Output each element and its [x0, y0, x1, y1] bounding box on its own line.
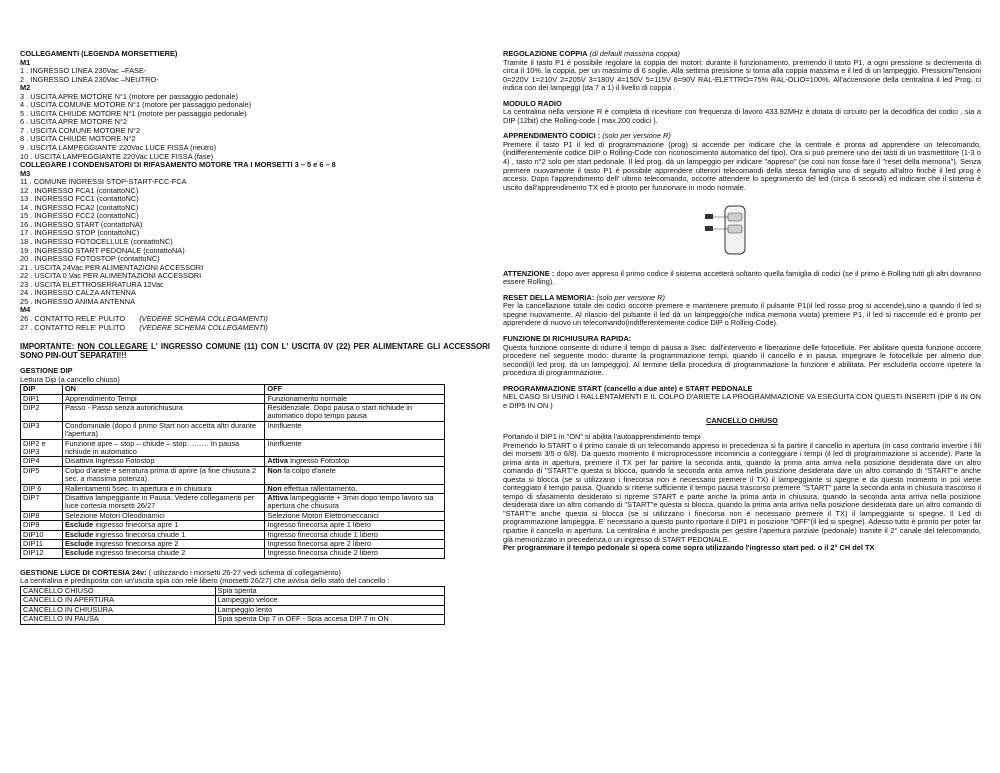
dip-row	[21, 439, 445, 457]
dip-cell: DIP1	[21, 394, 63, 403]
courtesy-light-row	[21, 596, 445, 605]
terminal-item: 20 . INGRESSO FOTOSTOP (contattoNC)	[20, 255, 160, 264]
dip-cell: Disattiva Ingresso Fotostop	[62, 457, 264, 466]
radio-title: MODULO RADIO	[503, 99, 562, 108]
dip-row	[21, 421, 445, 439]
terminal-item: 23 . USCITA ELETTROSERRATURA 12Vac	[20, 280, 164, 289]
terminal-item: 21 . USCITA 24Vac PER ALIMENTAZIONI ACCESSORI	[20, 263, 204, 272]
courtesy-light-cell: Lampeggio veloce	[215, 596, 444, 605]
dip-cell: DIP 6	[21, 484, 63, 493]
courtesy-light-cell: Spia spenta Dip 7 in OFF - Spia accesa DIP 7 in ON	[215, 615, 444, 624]
dip-cell: DIP2	[21, 403, 63, 421]
memory-reset-title: RESET DELLA MEMORIA: (solo per versione R)	[503, 293, 665, 302]
dip-header-cell: OFF	[265, 385, 445, 394]
terminal-item: 18 . INGRESSO FOTOCELLULE (contattoNC)	[20, 238, 173, 247]
m3-list	[20, 178, 490, 306]
left-column	[20, 50, 490, 625]
terminal-item: 1 . INGRESSO LINEA 230Vac –FASE-	[20, 67, 147, 76]
courtesy-light-cell: Spia spenta	[215, 586, 444, 595]
terminal-item: 12 . INGRESSO FCA1 (contattoNC)	[20, 186, 139, 195]
dip-cell: Selezione Motori Oleodinamici	[62, 511, 264, 520]
courtesy-light-row	[21, 615, 445, 624]
fast-close-text: Questa funzione consente di ridurre il tempo di pausa a 3sec. dall'intervento e liberazione delle fotocellule. Per abilitare questa funzione occorre procedere nel seguente modo: durante la programmazione tempi, quando il cancello è in pausa, impegnare le fotocellule per almeno due secondi(il led prog. dà un lampeggio). Al termine della procedura di programmazione la funzione è abilitata. Per escluderla occorre ripetere la procedura di programmazione.	[503, 342, 981, 378]
terminal-item: 25 . INGRESSO ANIMA ANTENNA	[20, 297, 135, 306]
courtesy-light-cell: CANCELLO IN APERTURA	[21, 596, 216, 605]
dip-row	[21, 549, 445, 558]
gate-closed-intro: Portando il DIP1 in "ON" si abilita l'autoapprendimento tempi	[503, 432, 701, 441]
dip-cell: DIP9	[21, 521, 63, 530]
dip-header-cell: ON	[62, 385, 264, 394]
group-title: M1	[20, 58, 31, 67]
terminal-item: 15 . INGRESSO FCC2 (contattoNC)	[20, 212, 139, 221]
dip-row	[21, 494, 445, 512]
terminal-item: 8 . USCITA CHIUDE MOTORE N°2	[20, 135, 136, 144]
dip-cell: Colpo d'ariete e serratura prima di aprire (a fine chiusura 2 sec. a massima potenza)	[62, 466, 264, 484]
right-column	[503, 50, 981, 553]
dip-cell: Funzionamento normale	[265, 394, 445, 403]
gate-closed-title: CANCELLO CHIUSO	[706, 416, 778, 426]
dip-row	[21, 457, 445, 466]
dip-cell: DIP7	[21, 494, 63, 512]
dip-cell: Ininfluente	[265, 439, 445, 457]
dip-cell: DIP12	[21, 549, 63, 558]
m3-title: M3	[20, 169, 31, 178]
codes-text: Premere il tasto P1 il led di programmazione (prog) si accende per indicare che la centrale è pronta ad apprendere un telecomando, (indifferentemente codice DIP o Rolling-Code con riconoscimento automatico del tipo). Ora si può premere uno dei tasti di un trasmettitore (1-3 o 4) , tasto n°2 solo per start pedonale. Il led prog. dà un lampeggio per indicare "appreso" (se così non fosse fare il "reset della memoria"). Senza premere nuovamente il tasto P1 è possibile apprendere ulteriori telecomandi della stessa famiglia uno di seguito all'altro finché il led prog è acceso. Dopo l'apprendimento dell' ultimo telecomando, occorre attendere lo spegnimento del led (circa 6 secondi) ed indicare che il sistema è uscito dall'apprendimento TX ed è pronto per funzionare in modo normale.	[503, 139, 981, 192]
dip-cell: Ingresso finecorsa apre 2 libero	[265, 540, 445, 549]
dip-cell: Funzione apre – stop – chiude – stop……… In pausa richiude in automatico	[62, 439, 264, 457]
m4-list	[20, 315, 490, 332]
terminal-item: 14 . INGRESSO FCA2 (contattoNC)	[20, 203, 139, 212]
dip-cell: Ingresso finecorsa apre 1 libero	[265, 521, 445, 530]
courtesy-light-table	[20, 586, 445, 625]
dip-cell: DIP5	[21, 466, 63, 484]
dip-cell: Non fa colpo d'ariete	[265, 466, 445, 484]
terminal-item: 17 . INGRESSO STOP (contattoNC)	[20, 229, 140, 238]
terminal-item: 3 . USCITA APRE MOTORE N°1 (motore per passaggio pedonale)	[20, 92, 238, 101]
start-programming-title: PROGRAMMAZIONE START (cancello a due ante) e START PEDONALE	[503, 384, 753, 393]
dip-cell: Esclude ingresso finecorsa chiude 1	[62, 530, 264, 539]
courtesy-light-cell: CANCELLO IN PAUSA	[21, 615, 216, 624]
terminal-item: 11 . COMUNE INGRESSI STOP-START-FCC-FCA	[20, 178, 187, 187]
courtesy-light-cell: CANCELLO IN CHIUSURA	[21, 605, 216, 614]
dip-cell: Disattiva lampeggiante in Pausa. Vedere collegamenti per luce cortesia morsetti 26/27	[62, 494, 264, 512]
start-programming-text: NEL CASO SI USINO I RALLENTAMENTI E IL COLPO D'ARIETE LA PROGRAMMAZIONE VA ESEGUITA CON QUESTI INSERITI (DIP 6 IN ON e DIP5 IN ON )	[503, 392, 981, 410]
courtesy-light-cell: Lampeggio lento	[215, 605, 444, 614]
dip-subtitle: Lettura Dip (a cancello chiuso)	[20, 375, 120, 384]
dip-cell: Passo - Passo senza autorichiusura	[62, 403, 264, 421]
radio-text: La centralina nella versione R è completa di ricevitore con frequenza di lavoro 433.92MHz è dotata di circuito per la decodifica dei codici , sia a DIP (12bit) che Rolling-code ( max.200 codici ).	[503, 107, 981, 125]
dip-cell: DIP10	[21, 530, 63, 539]
dip-cell: DIP3	[21, 421, 63, 439]
courtesy-light-cell: CANCELLO CHIUSO	[21, 586, 216, 595]
remote-control-illustration	[703, 200, 763, 260]
gate-closed-text: Premendo lo START o il primo canale di un telecomando appreso in precedenza si fa partire il cancello in apertura (in caso contrario invertire i fili dei morsetti 3/5 o 6/8). Da questo momento il microprocessore incomincia a conteggiare i tempi (il led di programmazione si accende). Parte la prima anta in apertura, premere il TX per far partire la seconda anta, quando la prima anta arriva nella posizione desiderata dare un altro comando di "START"e questa si blocca, quando la seconda anta arriva nella posizione desiderata dare un altro comando di "START"e anche questa si blocca (se si utilizzano i finecorsa non è necessario premere il TX) il lampeggiante si spegne e da questo momento in poi viene conteggiato il tempo pausa. Quando si ritiene sufficiente il tempo pausa trascorso premere "START" parte la seconda anta in chiusura trascorso il tempo di sfasamento desiderato si ripreme START e parte anche la prima anta in chiusura, quando la seconda anta arriva nella posizione desiderata dare un altro comando di "START"e questa si blocca, quando la prima anta arriva nella posizione desiderata dare un altro comando di "START"e anche questa si blocca (se si utilizzano i finecorsa non è necessario premere il TX) il lampeggiante si spegne. Il Led di programmazione lampeggia. E' necessario a questo punto riportare il DIP1 in posizione "OFF"(il led si spegne). Adesso tutto è pronto per poter far ripartire il cancello in apertura. La centralina è anche predisposta per gestire l'apertura parziale (pedonale) tramite il 2° canale del telecomando, già memorizzato in precedenza,o un ingresso di START PEDONALE.	[503, 440, 981, 544]
dip-cell: Rallentamenti 5sec. In apertura e in chiusura	[62, 484, 264, 493]
terminal-item: 13 . INGRESSO FCC1 (contattoNC)	[20, 195, 139, 204]
dip-cell: Attiva Ingresso Fotostop	[265, 457, 445, 466]
terminal-groups	[20, 59, 490, 162]
m4-title: M4	[20, 306, 31, 315]
terminal-item: 9 . USCITA LAMPEGGIANTE 220Vac LUCE FISSA (neutro)	[20, 144, 217, 153]
dip-row	[21, 466, 445, 484]
terminal-item: 6 . USCITA APRE MOTORE N°2	[20, 118, 127, 127]
dip-table	[20, 384, 445, 559]
dip-cell: Ingresso finecorsa chiude 2 libero	[265, 549, 445, 558]
dip-cell: DIP2 e DIP3	[21, 439, 63, 457]
memory-reset-text: Per la cancellazione totale dei codici occorre premere e mantenere premuto il pulsante P1(il led rosso prog si accende),sino a quando il led si spegne nuovamente. Al rilascio del pulsante il led dà un lampeggio(che indica memoria vuota) premere P1, il led si riaccende ed è pronto per apprendere di nuovo un telecomando(indifferentemente codice DIP o Rolling-Code).	[503, 301, 981, 328]
dip-header-cell: DIP	[21, 385, 63, 394]
terminal-item: 7 . USCITA COMUNE MOTORE N°2	[20, 126, 141, 135]
terminal-item: 26 . CONTATTO RELE' PULITO (VEDERE SCHEMA COLLEGAMENTI)	[20, 314, 268, 323]
terminal-item: 27 . CONTATTO RELE' PULITO (VEDERE SCHEMA COLLEGAMENTI)	[20, 323, 268, 332]
terminal-item: 4 . USCITA COMUNE MOTORE N°1 (motore per passaggio pedonale)	[20, 101, 252, 110]
terminal-item: 2 . INGRESSO LINEA 230Vac –NEUTRO-	[20, 75, 159, 84]
dip-cell: Residenziale. Dopo pausa o start richiude in automatico dopo tempo pausa	[265, 403, 445, 421]
terminal-item: 16 . INGRESSO START (contattoNA)	[20, 220, 143, 229]
capacitors-note: COLLEGARE I CONDENSATORI DI RIFASAMENTO MOTORE TRA I MORSETTI 3 – 5 e 6 – 8	[20, 161, 336, 170]
courtesy-light-desc: La centralina è predisposta con un'uscita spia con relè libero (morsetti 26/27) che avvisa dello stato del cancello :	[20, 577, 390, 586]
dip-cell: DIP11	[21, 540, 63, 549]
attention-note: ATTENZIONE : dopo aver appreso il primo codice il sistema accetterà soltanto quella famiglia di codici (se il primo è Rolling tutti gli altri dovranno essere Rolling).	[503, 268, 981, 287]
dip-cell: Apprendimento Tempi	[62, 394, 264, 403]
dip-cell: Condominiale (dopo il primo Start non accetta altri durante l'apertura)	[62, 421, 264, 439]
dip-row	[21, 403, 445, 421]
dip-cell: Esclude ingresso finecorsa apre 2	[62, 540, 264, 549]
connections-heading: COLLEGAMENTI (LEGENDA MORSETTIERE)	[20, 50, 178, 58]
dip-cell: Ininfluente	[265, 421, 445, 439]
torque-text: Tramite il tasto P1 è possibile regolare la coppia dei motori: durante il funzionamento, premendo il tasto P1, a ogni pressione si decrementa di circa il 10%. la coppia, per un massimo di 6 soglie. Alla settima pressione si torna alla coppia massima e il led di un lampeggio. Pressioni/Tensioni 0=220V 1=210V 2=205V 3=180V 4=150V 5=115V 6=90V RAL-ELETTRO=75% RAL-OLIO=100%. All'accensione della centralina il led Prog. ci indica con dei lampeggi (da 7 a 1) il livello di coppia .	[503, 57, 981, 93]
terminal-item: 19 . INGRESSO START PEDONALE (contattoNA)	[20, 246, 185, 255]
dip-cell: Selezione Motori Elettromeccanici	[265, 511, 445, 520]
dip-cell: Esclude ingresso finecorsa apre 1	[62, 521, 264, 530]
dip-cell: Attiva lampeggiante + 3min dopo tempo lavoro sia apertura che chiusura	[265, 494, 445, 512]
dip-title: GESTIONE DIP	[20, 367, 73, 376]
courtesy-light-title: GESTIONE LUCE DI CORTESIA 24v: ( utilizzando i morsetti 26-27 vedi schema di collegamento)	[20, 568, 341, 577]
dip-cell: DIP8	[21, 511, 63, 520]
codes-title: APPRENDIMENTO CODICI : (solo per versione R)	[503, 132, 671, 141]
terminal-item: 5 . USCITA CHIUDE MOTORE N°1 (motore per passaggio pedonale)	[20, 109, 247, 118]
fast-close-title: FUNZIONE DI RICHIUSURA RAPIDA:	[503, 335, 632, 344]
dip-cell: Non effettua rallentamento.	[265, 484, 445, 493]
terminal-item: 22 . USCITA 0 Vac PER ALIMENTAZIONI ACCESSORI	[20, 272, 202, 281]
terminal-item: 10 . USCITA LAMPEGGIANTE 220Vac LUCE FISSA (fase)	[20, 152, 214, 161]
terminal-item: 24 . INGRESSO CALZA ANTENNA	[20, 289, 136, 298]
group-title: M2	[20, 84, 31, 93]
dip-cell: Esclude ingresso finecorsa chiude 2	[62, 549, 264, 558]
torque-title: REGOLAZIONE COPPIA (di default massima coppia)	[503, 50, 681, 58]
dip-cell: Ingresso finecorsa chiude 1 libero	[265, 530, 445, 539]
pedestrian-programming-note: Per programmare il tempo pedonale si opera come sopra utilizzando l'ingresso start ped. o il 2° CH del TX	[503, 543, 875, 553]
important-note: IMPORTANTE: NON COLLEGARE L' INGRESSO COMUNE (11) CON L' USCITA 0V (22) PER ALIMENTARE GLI ACCESSORI SONO PIN-OUT SEPARATI!!!	[20, 342, 490, 361]
dip-cell: DIP4	[21, 457, 63, 466]
